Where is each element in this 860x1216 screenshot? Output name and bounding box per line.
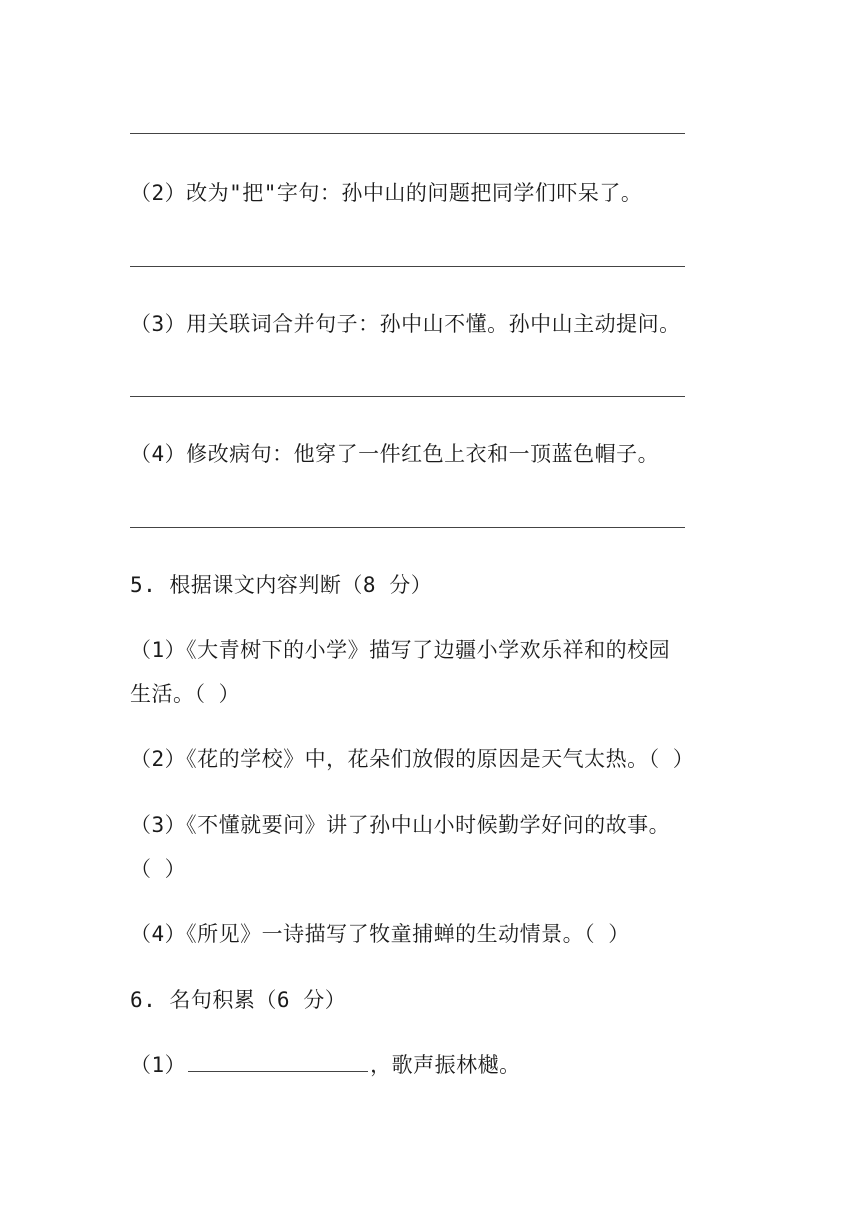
- q5-item-1-line1: （1）《大青树下的小学》描写了边疆小学欢乐祥和的校园: [130, 638, 671, 662]
- q6-item-1-prefix: （1）: [130, 1053, 187, 1077]
- task-fix-sentence: （4）修改病句：他穿了一件红色上衣和一顶蓝色帽子。: [130, 442, 660, 466]
- fill-in-blank[interactable]: [188, 1051, 368, 1072]
- q5-item-3-line2: （ ）: [130, 857, 187, 881]
- q5-item-3-line1: （3）《不懂就要问》讲了孙中山小时候勤学好问的故事。: [130, 813, 671, 837]
- q6-title: 6. 名句积累（6 分）: [130, 988, 347, 1012]
- q5-item-2: （2）《花的学校》中，花朵们放假的原因是天气太热。（ ）: [130, 747, 695, 771]
- answer-line[interactable]: [130, 133, 685, 134]
- q6-item-1: [130, 1050, 521, 1080]
- q5-item-1-line2: 生活。（ ）: [130, 682, 241, 706]
- q5-title: 5. 根据课文内容判断（8 分）: [130, 573, 433, 597]
- task-change-to-ba-sentence: （2）改为"把"字句：孙中山的问题把同学们吓呆了。: [130, 181, 643, 205]
- answer-line[interactable]: [130, 396, 685, 397]
- q6-item-1-suffix: ，歌声振林樾。: [370, 1053, 521, 1077]
- answer-line[interactable]: [130, 527, 685, 528]
- answer-line[interactable]: [130, 266, 685, 267]
- q5-item-4: （4）《所见》一诗描写了牧童捕蝉的生动情景。（ ）: [130, 922, 630, 946]
- task-combine-sentences: （3）用关联词合并句子：孙中山不懂。孙中山主动提问。: [130, 312, 681, 336]
